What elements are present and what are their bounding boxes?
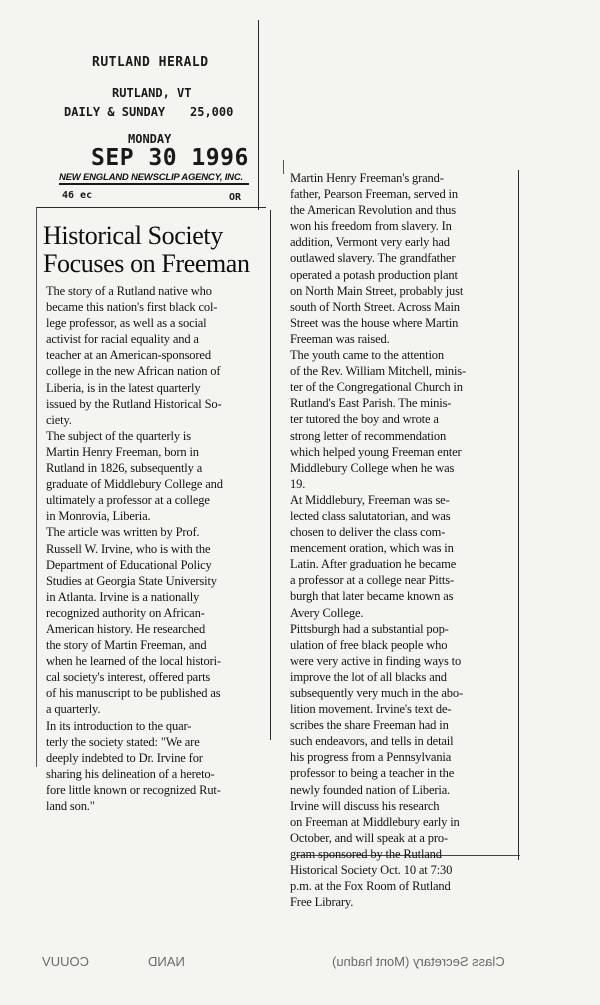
article-line-right: p.m. at the Fox Room of Rutland <box>290 879 451 894</box>
newspaper-circulation: 25,000 <box>190 105 234 119</box>
article-line-right: outlawed slavery. The grandfather <box>290 251 456 266</box>
article-line-left: recognized authority on African- <box>46 605 205 620</box>
article-line-left: sharing his delineation of a hereto- <box>46 766 215 781</box>
article-line-left: activist for racial equality and a <box>46 332 199 347</box>
article-line-right: professor to being a teacher in the <box>290 766 455 781</box>
article-column-right <box>290 170 466 910</box>
article-line-left: land son." <box>46 799 95 813</box>
article-line-right: 19. <box>290 476 306 491</box>
article-line-right: Middlebury College when he was <box>290 460 455 475</box>
headline-line-2: Focuses on Freeman <box>43 249 250 278</box>
article-line-left: a quarterly. <box>46 702 101 717</box>
article-line-right: gram sponsored by the Rutland <box>290 846 442 861</box>
article-line-right: father, Pearson Freeman, served in <box>290 187 458 202</box>
bleed-through-left: COUUV <box>42 954 89 969</box>
article-line-left: terly the society stated: "We are <box>46 734 200 749</box>
article-line-right: Latin. After graduation he became <box>290 557 457 572</box>
article-line-left: in Monrovia, Liberia. <box>46 509 151 524</box>
newspaper-city: RUTLAND, VT <box>112 86 192 100</box>
article-line-left: Liberia, is in the latest quarterly <box>46 380 201 395</box>
clipping-agency: NEW ENGLAND NEWSCLIP AGENCY, INC. <box>59 172 249 185</box>
article-line-right: Street was the house where Martin <box>290 315 459 330</box>
article-line-right: Irvine will discuss his research <box>290 798 440 813</box>
article-line-right: lected class salutatorian, and was <box>290 508 451 523</box>
article-line-right: improve the lot of all blacks and <box>290 669 447 684</box>
bleed-through-right: Class Secretary (Mont hadnu) <box>332 954 505 969</box>
article-line-right: ulation of free black people who <box>290 637 448 652</box>
article-line-right: on Freeman at Middlebury early in <box>290 814 460 829</box>
article-line-right: At Middlebury, Freeman was se- <box>290 492 450 507</box>
article-line-right: won his freedom from slavery. In <box>290 219 452 234</box>
article-line-right: scribes the share Freeman had in <box>290 718 449 733</box>
article-line-right: Freeman was raised. <box>290 331 390 346</box>
article-line-right: lition movement. Irvine's text de- <box>290 702 452 717</box>
article-line-right: were very active in finding ways to <box>290 653 462 668</box>
newspaper-name: RUTLAND HERALD <box>92 55 209 70</box>
article-line-left: graduate of Middlebury College and <box>46 477 223 492</box>
cut-line-top <box>36 207 266 208</box>
article-line-right: addition, Vermont very early had <box>290 235 450 250</box>
article-line-left: American history. He researched <box>46 621 206 636</box>
article-line-right: the American Revolution and thus <box>290 203 457 218</box>
article-line-right: Pittsburgh had a substantial pop- <box>290 621 449 636</box>
article-line-right: ter of the Congregational Church in <box>290 380 463 395</box>
article-line-right: Free Library. <box>290 895 354 910</box>
headline-line-1: Historical Society <box>43 221 223 250</box>
article-line-right: a professor at a college near Pitts- <box>290 573 454 588</box>
article-line-right: operated a potash production plant <box>290 267 458 282</box>
article-line-left: Department of Educational Policy <box>46 557 212 572</box>
article-line-left: ultimately a professor at a college <box>46 493 210 508</box>
article-line-left: teacher at an American-sponsored <box>46 348 211 363</box>
article-column-left <box>46 283 223 814</box>
article-headline <box>43 222 273 278</box>
article-line-left: in Atlanta. Irvine is a nationally <box>46 589 200 604</box>
cut-line-left-column-right <box>270 210 271 740</box>
article-line-right: chosen to deliver the class com- <box>290 525 446 540</box>
article-line-right: Avery College. <box>290 605 364 620</box>
clipping-date-stamp: SEP 30 1996 <box>91 145 249 171</box>
article-line-right: of the Rev. William Mitchell, minis- <box>290 364 467 379</box>
article-line-right: Historical Society Oct. 10 at 7:30 <box>290 863 453 878</box>
article-line-right: on North Main Street, probably just <box>290 283 464 298</box>
article-line-right: October, and will speak at a pro- <box>290 830 449 845</box>
article-line-left: In its introduction to the quar- <box>46 718 192 733</box>
article-line-right: burgh that later became known as <box>290 589 454 604</box>
article-line-left: Studies at Georgia State University <box>46 573 217 588</box>
article-line-right: his progress from a Pennsylvania <box>290 750 452 765</box>
cut-line-left <box>36 207 37 767</box>
clipping-day: MONDAY <box>128 132 172 146</box>
article-line-left: The article was written by Prof. <box>46 525 200 540</box>
article-line-right: south of North Street. Across Main <box>290 299 460 314</box>
clipping-code-left: 46 ec <box>62 190 93 201</box>
article-line-left: ciety. <box>46 412 72 427</box>
bleed-through-middle: NAND <box>148 954 185 969</box>
article-line-left: The story of a Rutland native who <box>46 284 212 298</box>
article-line-right: ter tutored the boy and wrote a <box>290 412 439 427</box>
article-line-left: lege professor, as well as a social <box>46 316 207 331</box>
newspaper-edition: DAILY & SUNDAY <box>64 105 166 119</box>
article-line-left: Rutland in 1826, subsequently a <box>46 461 203 476</box>
article-line-right: newly founded nation of Liberia. <box>290 782 451 797</box>
clipping-code-right: OR <box>229 192 242 203</box>
article-line-right: strong letter of recommendation <box>290 428 447 443</box>
article-line-left: college in the new African nation of <box>46 364 221 379</box>
article-line-left: cal society's interest, offered parts <box>46 670 211 685</box>
article-line-left: The subject of the quarterly is <box>46 428 191 443</box>
cut-line-right-column-top <box>283 160 284 174</box>
article-line-left: Russell W. Irvine, who is with the <box>46 541 211 556</box>
cut-line-right-column-right <box>518 170 519 860</box>
article-line-left: fore little known or recognized Rut- <box>46 782 221 797</box>
article-line-right: The youth came to the attention <box>290 348 444 363</box>
article-line-right: mencement oration, which was in <box>290 541 454 556</box>
article-line-left: when he learned of the local histori- <box>46 654 221 669</box>
article-line-left: issued by the Rutland Historical So- <box>46 396 222 411</box>
article-line-left: the story of Martin Freeman, and <box>46 638 207 653</box>
article-line-left: of his manuscript to be published as <box>46 686 221 701</box>
article-line-left: deeply indebted to Dr. Irvine for <box>46 750 203 765</box>
article-line-right: Rutland's East Parish. The minis- <box>290 396 452 411</box>
article-line-right: such endeavors, and tells in detail <box>290 734 454 749</box>
article-line-left: became this nation's first black col- <box>46 300 218 315</box>
cut-line-header-right <box>258 20 259 210</box>
article-line-right: which helped young Freeman enter <box>290 444 462 459</box>
article-line-right: subsequently very much in the abo- <box>290 686 463 700</box>
article-line-left: Martin Henry Freeman, born in <box>46 444 199 459</box>
article-line-right: Martin Henry Freeman's grand- <box>290 171 444 185</box>
